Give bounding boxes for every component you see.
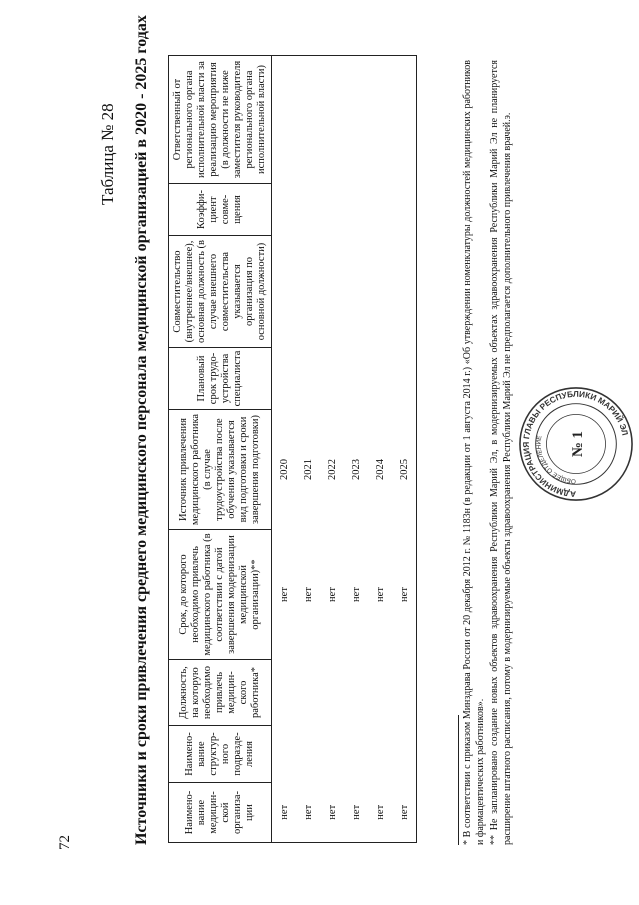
table-cell: нет [278, 587, 290, 602]
table-cell [368, 236, 392, 348]
col-header: Источник привлечения медицинского работника (в случае трудоустройства после обучения указывается вид подготовки и сроки завершения подготовки) [169, 410, 272, 530]
table-cell: 2020 [278, 459, 290, 480]
col-header: Плановый срок трудо-устройства специалиста [169, 348, 272, 410]
table-cell [272, 184, 297, 236]
table-cell [296, 56, 320, 184]
table-cell [392, 184, 417, 236]
col-header: Срок, до которого необходимо привлечь медицинского работника (в соответствии с датой завершения модернизации медицинской организации)** [169, 530, 272, 660]
table-cell [296, 236, 320, 348]
table-cell [368, 660, 392, 726]
table-cell [320, 348, 344, 410]
table-cell [368, 56, 392, 184]
table-row [272, 56, 297, 843]
table-cell [296, 348, 320, 410]
table-cell: 2023 [350, 459, 362, 480]
table-cell: нет [374, 587, 386, 602]
table-cell: нет [350, 587, 362, 602]
col-header: Наимено-вание медицин-ской организа-ции [169, 783, 272, 843]
table-cell: нет [320, 783, 344, 843]
page-title: Источники и сроки привлечения среднего медицинского персонала медицинской организацией в 2020 - 2025 годах [133, 15, 150, 845]
table-row [296, 56, 320, 843]
table-cell [392, 726, 417, 783]
official-seal [517, 385, 635, 503]
col-header: Должность, на которую необходимо привлечь медицин-ского работника* [169, 660, 272, 726]
table-cell: 2025 [392, 410, 417, 530]
col-header: Совместительство (внутреннее/внешнее), основная должность (в случае внешнего совместительства указывается организация по основной должности) [169, 236, 272, 348]
table-cell: нет [326, 587, 338, 602]
table-cell [368, 348, 392, 410]
table-cell: нет [272, 783, 297, 843]
table-cell [296, 184, 320, 236]
table-cell [344, 726, 368, 783]
table-cell [320, 184, 344, 236]
table-cell: нет [392, 783, 417, 843]
table-cell [272, 236, 297, 348]
table-cell [272, 348, 297, 410]
table-cell: 2021 [302, 459, 314, 480]
table-cell [368, 184, 392, 236]
table-cell [344, 236, 368, 348]
table-cell [344, 56, 368, 184]
table-cell [392, 660, 417, 726]
table-cell [344, 348, 368, 410]
col-header: Ответственный от регионального органа исполнительной власти за реализацию мероприятия (в должности не ниже заместителя руководителя регионального органа исполнительной власти) [169, 56, 272, 184]
table-cell [272, 726, 297, 783]
table-cell [320, 726, 344, 783]
seal-number: № 1 [569, 431, 586, 457]
table-cell [320, 56, 344, 184]
table-cell: нет [368, 783, 392, 843]
page-number: 72 [57, 835, 73, 850]
staffing-table [168, 55, 417, 843]
footnote-divider [458, 715, 459, 845]
seal-inner-text: ОБЩЕЕ ОТДЕЛЕНИЕ [535, 435, 577, 485]
col-header: Наимено-вание структур-ного подразде-ления [169, 726, 272, 783]
table-cell [272, 56, 297, 184]
table-row [344, 56, 368, 843]
table-header-row [169, 56, 272, 843]
table-row [368, 56, 392, 843]
table-cell [320, 660, 344, 726]
table-cell: нет [344, 783, 368, 843]
table-cell [392, 348, 417, 410]
table-cell [272, 660, 297, 726]
footnote-2: ** Не запланировано создание новых объектов здравоохранения Республики Марий Эл, в модернизируемых объектах здравоохранения Республики Марий Эл не планируется расширение штатного расписания, потому в модернизируемые объекты здравоохранения Республики Марий Эл не предполагается дополнительного привлечения врачей.э. [489, 60, 513, 845]
table-cell: нет [392, 530, 417, 660]
footnote-1: * В соответствии с приказом Минздрава России от 20 декабря 2012 г. № 1183н (в редакции от 1 августа 2014 г.) «Об утверждении номенклатуры должностей медицинских работников и фармацевтических работников». [462, 60, 486, 845]
table-row [392, 56, 417, 843]
col-header: Коэффи-циент совме-щения [169, 184, 272, 236]
seal-outer-text: АДМИНИСТРАЦИЯ ГЛАВЫ РЕСПУБЛИКИ МАРИЙ ЭЛ [521, 389, 630, 499]
table-cell [344, 184, 368, 236]
table-label: Таблица № 28 [98, 103, 117, 205]
table-cell [296, 726, 320, 783]
table-cell: нет [302, 587, 314, 602]
table-cell: 2024 [374, 459, 386, 480]
table-cell [392, 236, 417, 348]
table-cell: нет [296, 783, 320, 843]
table-cell [392, 56, 417, 184]
table-cell [368, 726, 392, 783]
table-cell: 2022 [326, 459, 338, 480]
table-cell [296, 660, 320, 726]
table-cell [320, 236, 344, 348]
table-cell [344, 660, 368, 726]
table-row [320, 56, 344, 843]
